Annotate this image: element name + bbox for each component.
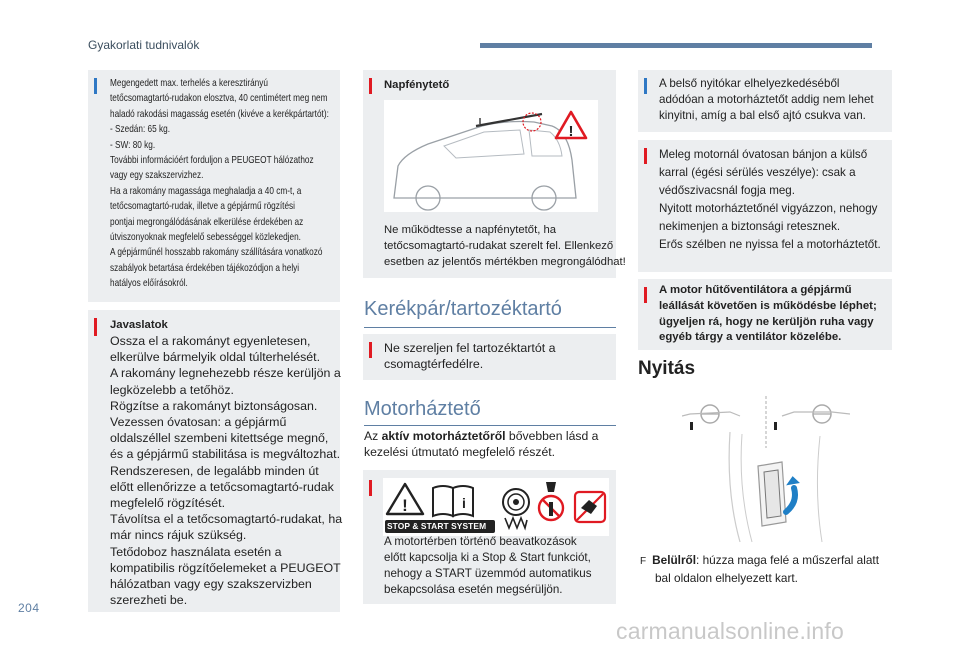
bike-carrier-heading: Kerékpár/tartozéktartó: [364, 298, 562, 320]
info-marker: [644, 78, 647, 94]
stop-start-warning-box: [363, 470, 616, 604]
no-touch-icon: [575, 492, 605, 522]
lever-info-text: A belső nyitókar elhelyezkedéséből adódóan a motorháztetőt addig nem lehet kinyitni, amíg a bal első ajtó csukva van.: [659, 77, 874, 122]
interior-release-instruction: F Belülről: húzza maga felé a műszerfal alatt bal oldalon elhelyezett kart.: [640, 553, 879, 585]
hood-divider: [364, 425, 616, 426]
lever-info-box: [638, 70, 892, 132]
bike-carrier-text: Ne szereljen fel tartozéktartót a csomagtérfedélre.: [384, 341, 556, 371]
warning-marker: [369, 480, 372, 496]
load-info-text: Megengedett max. terhelés a keresztirányú tetőcsomagtartó-rudakon elosztva, 40 centimétert meg nem haladó rakodási magasság esetén (kivéve a kerékpártartót): - Szedán: 65 kg. - SW: 80 kg. További információért forduljon a PEUGEOT hálózathoz vagy egy szakszervizhez. Ha a rakomány magassága meghaladja a 40 cm-t, a tetőcsomagtartó-rudak, illetve a gépjármű rögzítési pontjai megrongálódásának elkerülése érdekében az útviszonyoknak megfelelő sebességgel közlekedjen. A gépjárműnél hosszabb rakomány szállítására vonatkozó szabályok betartása érdekében tájékozódjon a helyi hatályos előírásokról.: [110, 78, 329, 290]
sunroof-text: Ne működtesse a napfénytetőt, ha tetőcsomagtartó-rudakat szerelt fel. Ellenkező esetben az jelentős mértékben megrongálódhat!: [384, 224, 626, 268]
hot-engine-text: Meleg motornál óvatosan bánjon a külső karral (égési sérülés veszélye): csak a védőszivacsnál fogja meg. Nyitott motorháztetőnél vigyázzon, nehogy nekimenjen a biztonsági retesznek. Erős szélben ne nyissa fel a motorháztetőt.: [659, 148, 881, 251]
warning-marker: [94, 318, 97, 336]
no-hands-icon: [539, 482, 563, 520]
bike-carrier-warning-box: [363, 334, 616, 380]
warning-triangle-icon: [387, 484, 423, 515]
opening-heading: Nyitás: [638, 358, 696, 379]
hot-engine-warning-box: [638, 140, 892, 272]
recommendations-title: Javaslatok: [110, 319, 168, 331]
watermark: carmanualsonline.info: [616, 618, 844, 644]
warning-marker: [369, 342, 372, 358]
warning-marker: [369, 78, 372, 94]
fan-icon: [503, 489, 529, 528]
load-info-box: [88, 70, 340, 302]
stop-start-label: STOP & START SYSTEM: [387, 521, 487, 531]
manual-book-icon: [433, 486, 473, 516]
svg-text:!: !: [402, 496, 408, 515]
header-bar: [480, 43, 872, 48]
page-header-title: Gyakorlati tudnivalók: [88, 38, 200, 52]
car-roof-illustration: [384, 100, 598, 212]
svg-text:!: !: [568, 123, 574, 140]
bullet-symbol: F: [640, 556, 647, 567]
sunroof-warning-box: [363, 70, 626, 278]
hood-release-lever-illustration: [682, 392, 850, 548]
recommendations-warning-box: [88, 310, 343, 612]
warning-marker: [644, 287, 647, 303]
page-number: 204: [18, 601, 40, 615]
cooling-fan-text: A motor hűtőventilátora a gépjármű leállását követően is működésbe léphet; ügyeljen rá, hogy ne kerüljön ruha vagy egyéb tárgy a ventilátor közelébe.: [659, 284, 877, 344]
stop-start-text: A motortérben történő beavatkozások előtt kapcsolja ki a Stop & Start funkciót, nehogy a START üzemmód automatikus bekapcsolása esetén megsérüljön.: [384, 535, 592, 596]
hood-heading: Motorháztető: [364, 398, 481, 420]
sunroof-title: Napfénytető: [384, 79, 450, 91]
cooling-fan-warning-box: [638, 279, 892, 350]
bike-carrier-divider: [364, 327, 616, 328]
warning-marker: [644, 148, 647, 164]
hood-intro: Az aktív motorháztetőről bővebben lásd a kezelési útmutató megfelelő részét.: [364, 429, 599, 460]
svg-text:i: i: [462, 495, 466, 511]
recommendations-text: Javaslatok Ossza el a rakományt egyenletesen, elkerülve bármelyik oldal túlterhelését. A rakomány legnehezebb része kerüljön a legközelebb a tetőhöz. Rögzítse a rakományt biztonságosan. Vezessen óvatosan: a gépjármű oldalszéllel szembeni kitettsége megnő, és a gépjármű stabilitása is megváltozhat. Rendszeresen, de legalább minden út előtt ellenőrizze a tetőcsomagtartó-rudak megfelelő rögzítését. Távolítsa el a tetőcsomagtartó-rudakat, ha már nincs rájuk szükség. Tetődoboz használata esetén a kompatibilis rögzítőelemeket a PEUGEOT hálózatban vagy egy szakszervizben szerezheti be.: [110, 319, 343, 608]
stop-start-icons: [383, 478, 609, 536]
info-marker: [94, 78, 97, 94]
